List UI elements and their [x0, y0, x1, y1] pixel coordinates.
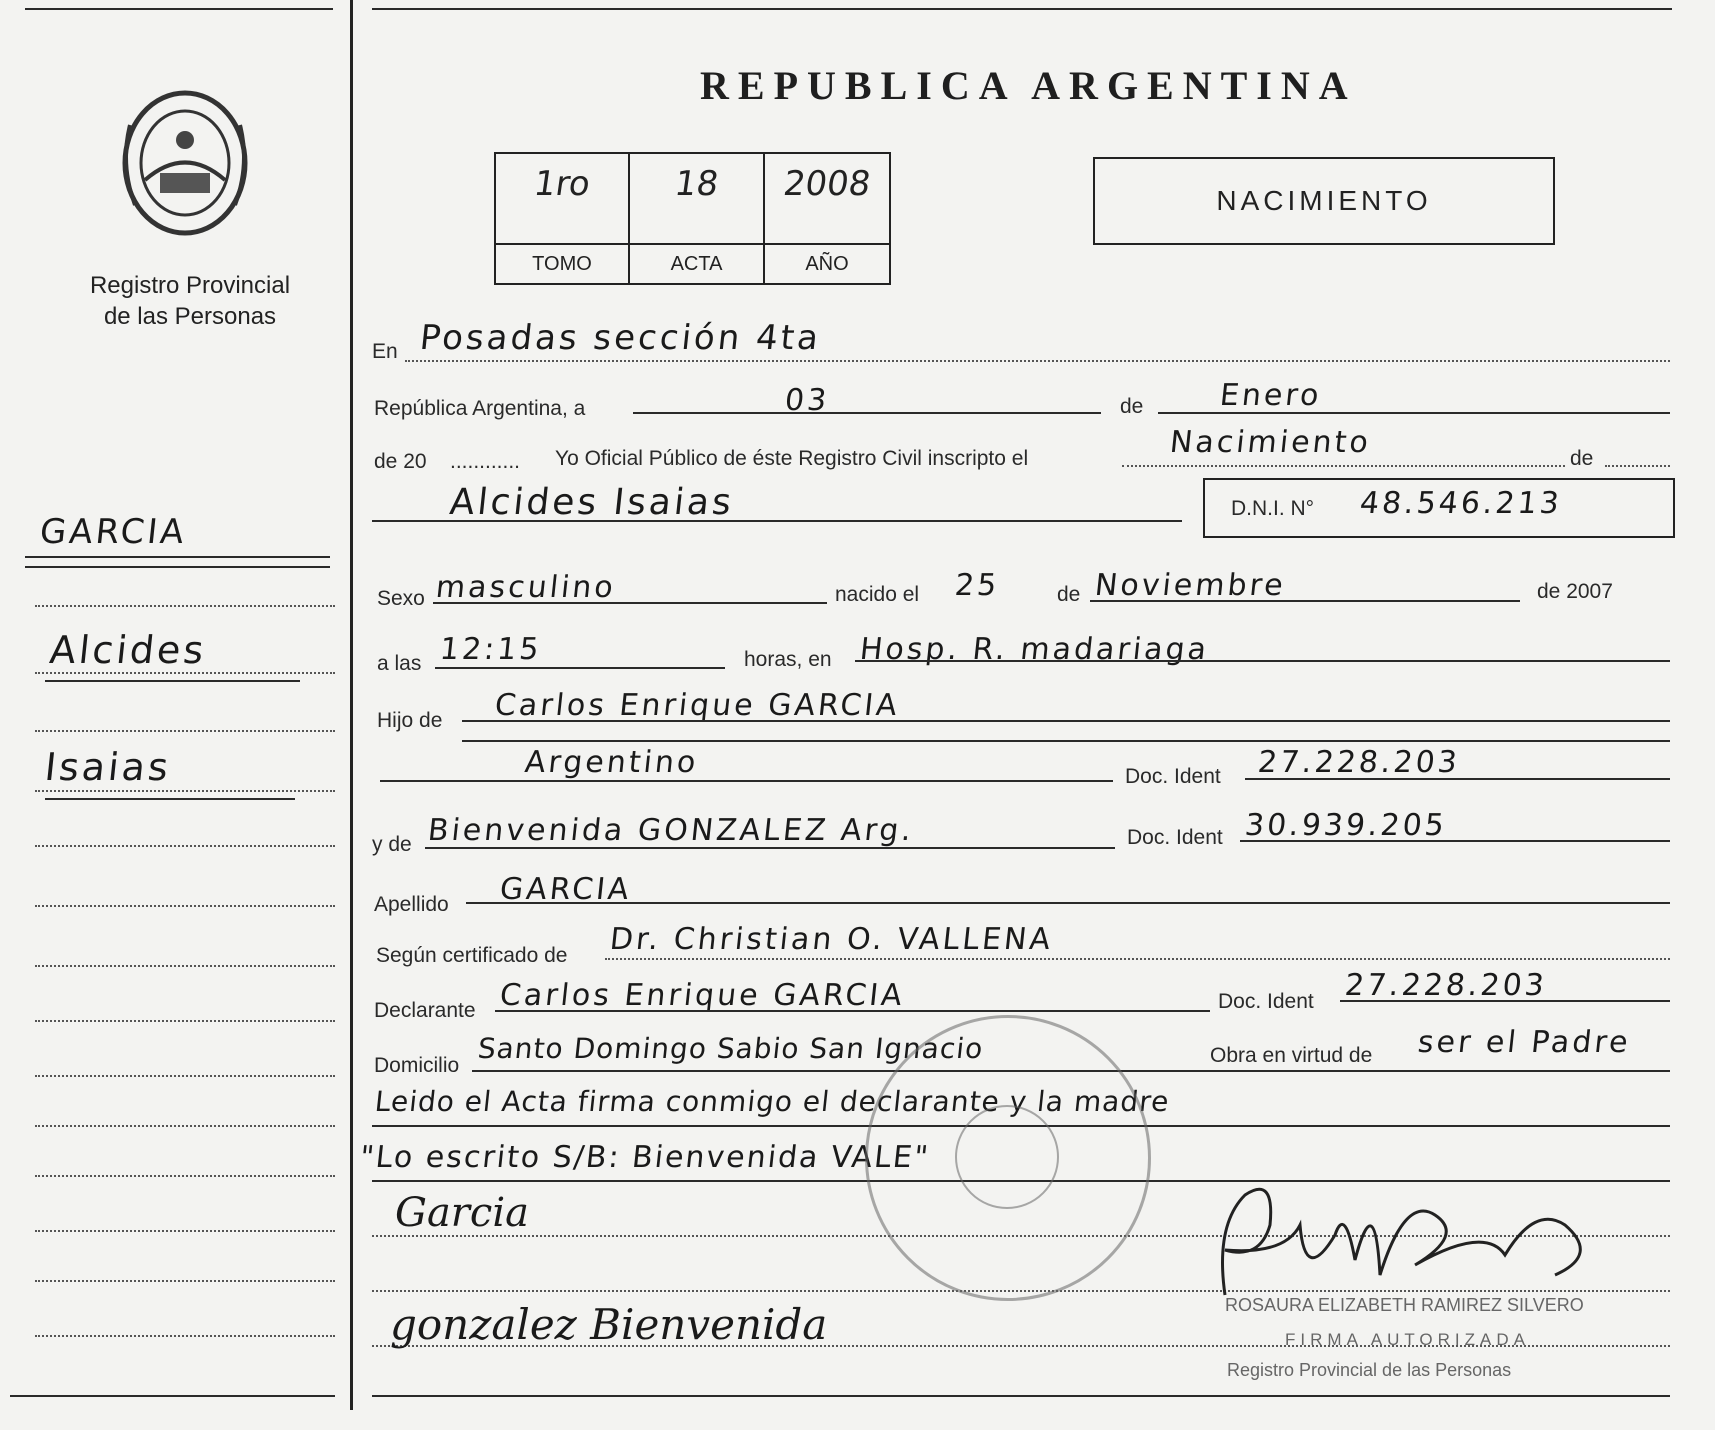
apellido-value: GARCIA: [498, 872, 634, 907]
domicilio-value: Santo Domingo Sabio San Ignacio: [476, 1032, 986, 1065]
official-title: FIRMA AUTORIZADA: [1285, 1330, 1530, 1349]
form-rule: [1340, 1000, 1670, 1002]
doc-label-3: Doc. Ident: [1218, 990, 1314, 1013]
form-rule: [1240, 840, 1670, 842]
day-value: 03: [783, 383, 832, 418]
form-rule: [1158, 412, 1670, 414]
margin-dots: [35, 1175, 335, 1177]
form-rule: [633, 412, 1101, 414]
place-value: Hosp. R. madariaga: [858, 632, 1211, 667]
form-dots: [405, 360, 1670, 362]
form-rule: [495, 1010, 1210, 1012]
form-rule: [462, 720, 1670, 722]
obra-label: Obra en virtud de: [1210, 1044, 1373, 1067]
margin-rule: [10, 1395, 335, 1397]
form-rule: [425, 847, 1115, 849]
free-line-2: "Lo escrito S/B: Bienvenida VALE": [358, 1140, 932, 1175]
record-type: NACIMIENTO: [1093, 157, 1555, 245]
dni-label: D.N.I. N°: [1231, 497, 1315, 520]
year-label: de 20: [374, 450, 427, 473]
margin-dots: [35, 965, 335, 967]
record-number-box: [494, 152, 891, 285]
form-rule: [466, 902, 1670, 904]
signature-mother: gonzalez Bienvenida: [390, 1300, 828, 1349]
obra-value: ser el Padre: [1416, 1025, 1633, 1060]
margin-dots: [35, 1020, 335, 1022]
top-rule-left: [25, 8, 333, 10]
margin-surname: GARCIA: [37, 512, 189, 552]
signature-official-icon: [1205, 1165, 1615, 1310]
form-rule: [433, 602, 827, 604]
declarante-label: Declarante: [374, 999, 476, 1022]
en-value: Posadas sección 4ta: [417, 318, 824, 358]
declarante-value: Carlos Enrique GARCIA: [498, 978, 907, 1013]
margin-dots: [35, 1075, 335, 1077]
apellido-label: Apellido: [374, 893, 449, 916]
de-label3: de: [1057, 583, 1081, 606]
rep-label: República Argentina, a: [374, 397, 586, 420]
column-divider: [350, 0, 353, 1410]
birth-day: 25: [953, 568, 1002, 603]
horas-label: horas, en: [744, 648, 832, 671]
father-doc: 27.228.203: [1256, 745, 1462, 780]
form-rule: [372, 1395, 1670, 1397]
hijo-label: Hijo de: [377, 709, 443, 732]
tomo-cell: 1ro TOMO: [496, 154, 630, 283]
margin-rule: [45, 798, 295, 800]
doc-label-2: Doc. Ident: [1127, 826, 1223, 849]
top-rule-right: [372, 8, 1672, 10]
margin-rule: [25, 566, 330, 568]
margin-rule: [25, 556, 330, 558]
father-name: Carlos Enrique GARCIA: [493, 688, 902, 723]
mother-name: Bienvenida GONZALEZ Arg.: [426, 813, 916, 848]
registry-name: Registro Provincial de las Personas: [89, 272, 291, 330]
margin-dots: [35, 1230, 335, 1232]
form-rule: [855, 660, 1670, 662]
form-rule: [462, 740, 1670, 742]
form-dots: [605, 958, 1670, 960]
de-label2: de: [1570, 447, 1594, 470]
margin-dots: [35, 605, 335, 607]
month-value: Enero: [1218, 378, 1324, 413]
margin-rule: [45, 680, 300, 682]
sexo-label: Sexo: [377, 587, 425, 610]
father-nat: Argentino: [523, 745, 701, 780]
birth-month: Noviembre: [1093, 568, 1288, 603]
margin-dots: [35, 730, 335, 732]
de-label: de: [1120, 395, 1144, 418]
inscr-type: Nacimiento: [1168, 425, 1373, 460]
doc-label: Doc. Ident: [1125, 765, 1221, 788]
mother-doc: 30.939.205: [1243, 808, 1449, 843]
alas-label: a las: [377, 652, 422, 675]
yde-label: y de: [372, 833, 412, 856]
margin-dots: [35, 672, 335, 674]
free-line-1: Leido el Acta firma conmigo el declarante y la madre: [373, 1085, 1172, 1118]
official-name: ROSAURA ELIZABETH RAMIREZ SILVERO: [1225, 1295, 1584, 1315]
form-rule: [372, 520, 1182, 522]
margin-dots: [35, 1280, 335, 1282]
dni-box: [1203, 478, 1675, 538]
form-dots: [1605, 465, 1670, 467]
margin-dots: [35, 845, 335, 847]
margin-given2: Isaias: [42, 745, 174, 789]
year-dots: ............: [450, 450, 521, 473]
signature-declarante: Garcia: [395, 1190, 529, 1236]
form-rule: [435, 667, 725, 669]
margin-dots: [35, 905, 335, 907]
segun-label: Según certificado de: [376, 944, 568, 967]
margin-dots: [35, 790, 335, 792]
sexo-value: masculino: [434, 570, 618, 605]
page-title: REPUBLICA ARGENTINA: [700, 63, 1357, 108]
cert-value: Dr. Christian O. VALLENA: [608, 922, 1055, 957]
form-rule: [1245, 778, 1670, 780]
official-stamp-center: [955, 1105, 1059, 1209]
province-seal-icon: [110, 85, 260, 240]
margin-dots: [35, 1335, 335, 1337]
acta-cell: 18 ACTA: [630, 154, 765, 283]
margin-given1: Alcides: [47, 628, 209, 672]
time-value: 12:15: [438, 632, 544, 667]
form-dots: [1122, 465, 1565, 467]
en-label: En: [372, 340, 398, 363]
form-rule: [1090, 600, 1520, 602]
oficial-label: Yo Oficial Público de éste Registro Civil inscripto el: [555, 447, 1029, 470]
child-name: Alcides Isaias: [447, 482, 737, 523]
official-registry: Registro Provincial de las Personas: [1227, 1360, 1512, 1380]
nacido-label: nacido el: [835, 583, 920, 606]
form-rule: [380, 780, 1113, 782]
dni-value: 48.546.213: [1358, 486, 1564, 521]
margin-dots: [35, 1125, 335, 1127]
decl-doc: 27.228.203: [1343, 968, 1549, 1003]
anio-cell: 2008 AÑO: [765, 154, 889, 283]
birth-year-label: de 2007: [1537, 580, 1613, 603]
domicilio-label: Domicilio: [374, 1054, 460, 1077]
